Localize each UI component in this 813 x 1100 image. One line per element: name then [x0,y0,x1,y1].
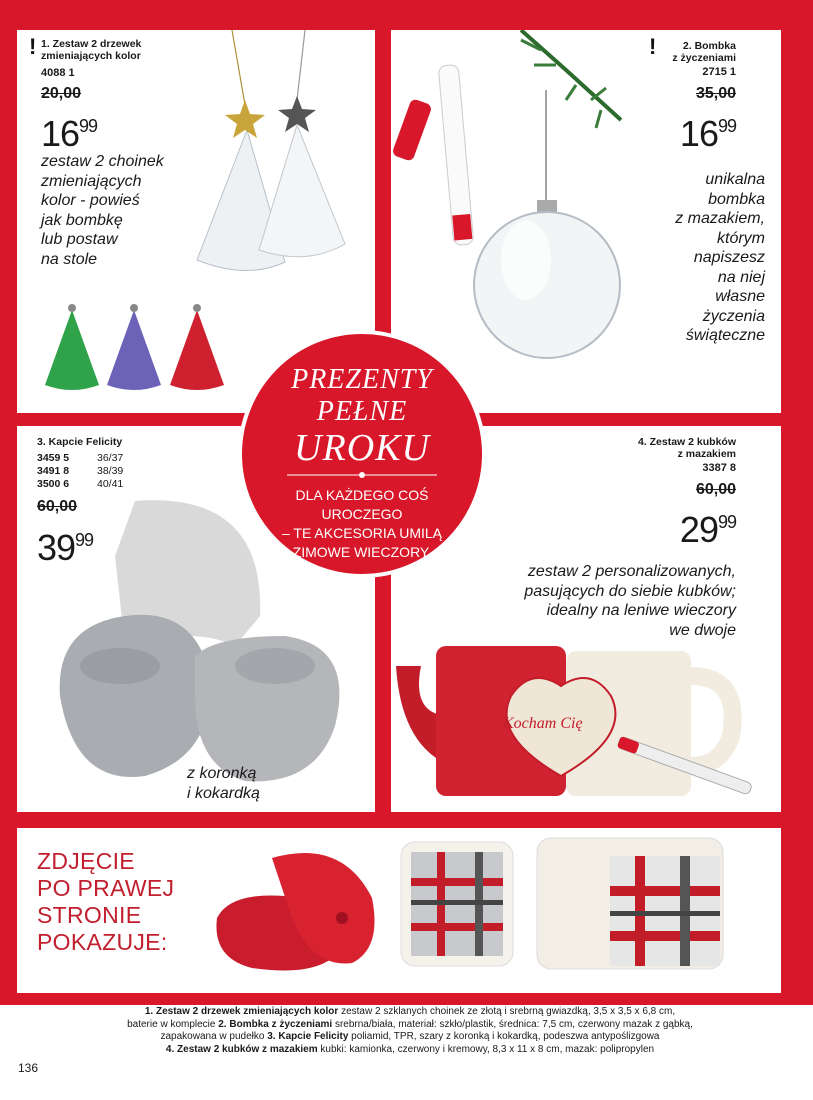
sub-line: – TE AKCESORIA UMILĄ [281,525,443,541]
footer-bold: 2. Bombka z życzeniami [218,1018,333,1030]
footer-bold: 4. Zestaw 2 kubków z mazakiem [165,1043,318,1055]
desc-line: bombka [708,190,765,208]
red-slippers-image [212,838,392,978]
desc-line: jak bombkę [41,211,123,229]
promo-subtitle [242,486,482,562]
price-cents: 99 [75,530,94,550]
note-line: ZDJĘCIE [37,848,135,874]
price [41,108,97,152]
price [680,504,736,548]
price-cents: 99 [717,116,736,136]
variant-size: 36/37 [97,452,124,464]
desc-line: zmieniających [41,172,142,190]
footer-text: poliamid, TPR, szary z koronką i kokardką, podeszwa antypoślizgowa [348,1031,660,1042]
desc-line: zestaw 2 personalizowanych, [527,563,736,580]
photo-note-panel [17,828,781,993]
colored-trees-image [37,290,237,405]
name-line: 2. Bombka [682,40,736,52]
desc-line: napiszesz [693,249,765,266]
variant-size: 38/39 [97,465,124,477]
product-description [675,170,765,346]
bauble-image [391,30,651,360]
desc-line: kolor - powieś [41,192,140,209]
note-line: POKAZUJE: [37,929,168,955]
product-name: 3. Kapcie Felicity [37,436,123,448]
name-line: z mazakiem [677,448,736,460]
sub-line: ZIMOWE WIECZORY. [292,544,432,560]
photo-note [37,848,174,956]
promo-title-line: PEŁNE [316,396,408,427]
old-price: 60,00 [695,481,736,498]
promo-circle [238,330,486,578]
desc-line: we dwoje [669,621,736,639]
old-price: 35,00 [695,85,736,102]
mugs-image [391,626,781,806]
footer-text: zestaw 2 szklanych choinek ze złotą i srebrną gwiazdką, 3,5 x 3,5 x 6,8 cm, [338,1006,676,1017]
sub-line: UROCZEGO [321,506,403,522]
ornament-divider [287,470,437,480]
product-description [187,764,260,803]
product-name [672,40,736,64]
product-code: 2715 1 [702,66,736,78]
variant-row [37,452,123,465]
footer-text: zapakowana w pudełko [160,1031,268,1042]
product-name [638,436,736,460]
desc-line: świąteczne [685,327,765,344]
name-line: z życzeniami [672,52,736,64]
warning-icon: ! [649,34,657,59]
desc-line: którym [717,229,765,247]
footer-bold: 1. Zestaw 2 drzewek zmieniających kolor [144,1006,339,1017]
page-number: 136 [18,1061,39,1075]
mug-text: Kocham Cię [503,715,583,732]
product-panel-bauble[interactable] [391,30,781,413]
desc-line: życzenia [702,307,765,325]
promo-title-line: UROKU [294,427,430,469]
desc-line: unikalna [705,171,765,188]
desc-line: i kokardką [187,784,260,802]
footer-line [50,1031,770,1044]
variant-code: 3491 8 [37,465,70,477]
product-description [41,152,164,269]
product-code: 4088 1 [41,67,75,79]
desc-line: pasujących do siebie kubków; [524,582,736,600]
note-line: PO PRAWEJ [37,875,175,901]
product-details-footer [50,1006,770,1056]
desc-line: na niej [717,268,765,286]
desc-line: lub postaw [41,231,118,248]
plaid-pillow-image [397,838,517,970]
note-line: STRONIE [37,902,142,928]
old-price: 60,00 [37,498,78,515]
warning-icon: ! [29,34,37,59]
price-main: 29 [679,509,718,550]
variant-code: 3459 5 [37,452,70,464]
variant-size: 40/41 [97,478,124,490]
variant-code: 3500 6 [37,478,70,490]
desc-line: z koronką [187,765,257,782]
price [680,108,736,152]
price-main: 16 [41,113,80,154]
sub-line: DLA KAŻDEGO COŚ [295,487,429,503]
size-variants [37,452,123,491]
footer-text: srebrna/biała, materiał: szkło/plastik, średnica: 7,5 cm, czerwony mazak z gąbką, [332,1018,693,1030]
footer-line [50,1044,770,1057]
variant-row [37,478,123,491]
variant-row [37,465,123,478]
footer-line [50,1019,770,1032]
price-cents: 99 [79,116,98,136]
glass-trees-image [167,30,367,290]
old-price: 20,00 [41,85,82,102]
footer-line [50,1006,770,1019]
price-main: 39 [37,527,76,568]
footer-text: kubki: kamionka, czerwony i kremowy, 8,3 x 11 x 8 cm, mazak: polipropylen [317,1043,655,1055]
desc-line: z mazakiem, [675,210,765,227]
footer-text: baterie w komplecie [127,1018,219,1030]
price-cents: 99 [717,512,736,532]
name-line: 4. Zestaw 2 kubków [637,436,736,448]
desc-line: zestaw 2 choinek [41,153,164,170]
price-main: 16 [679,113,718,154]
desc-line: idealny na leniwe wieczory [546,602,736,619]
desc-line: własne [715,288,765,305]
plaid-blanket-image [535,836,725,971]
desc-line: na stole [41,250,98,268]
promo-title-line: PREZENTY [291,364,433,395]
footer-bold: 3. Kapcie Felicity [267,1031,349,1042]
product-code: 3387 8 [702,462,736,474]
product-name: 1. Zestaw 2 drzewek zmieniających kolor [41,38,142,62]
